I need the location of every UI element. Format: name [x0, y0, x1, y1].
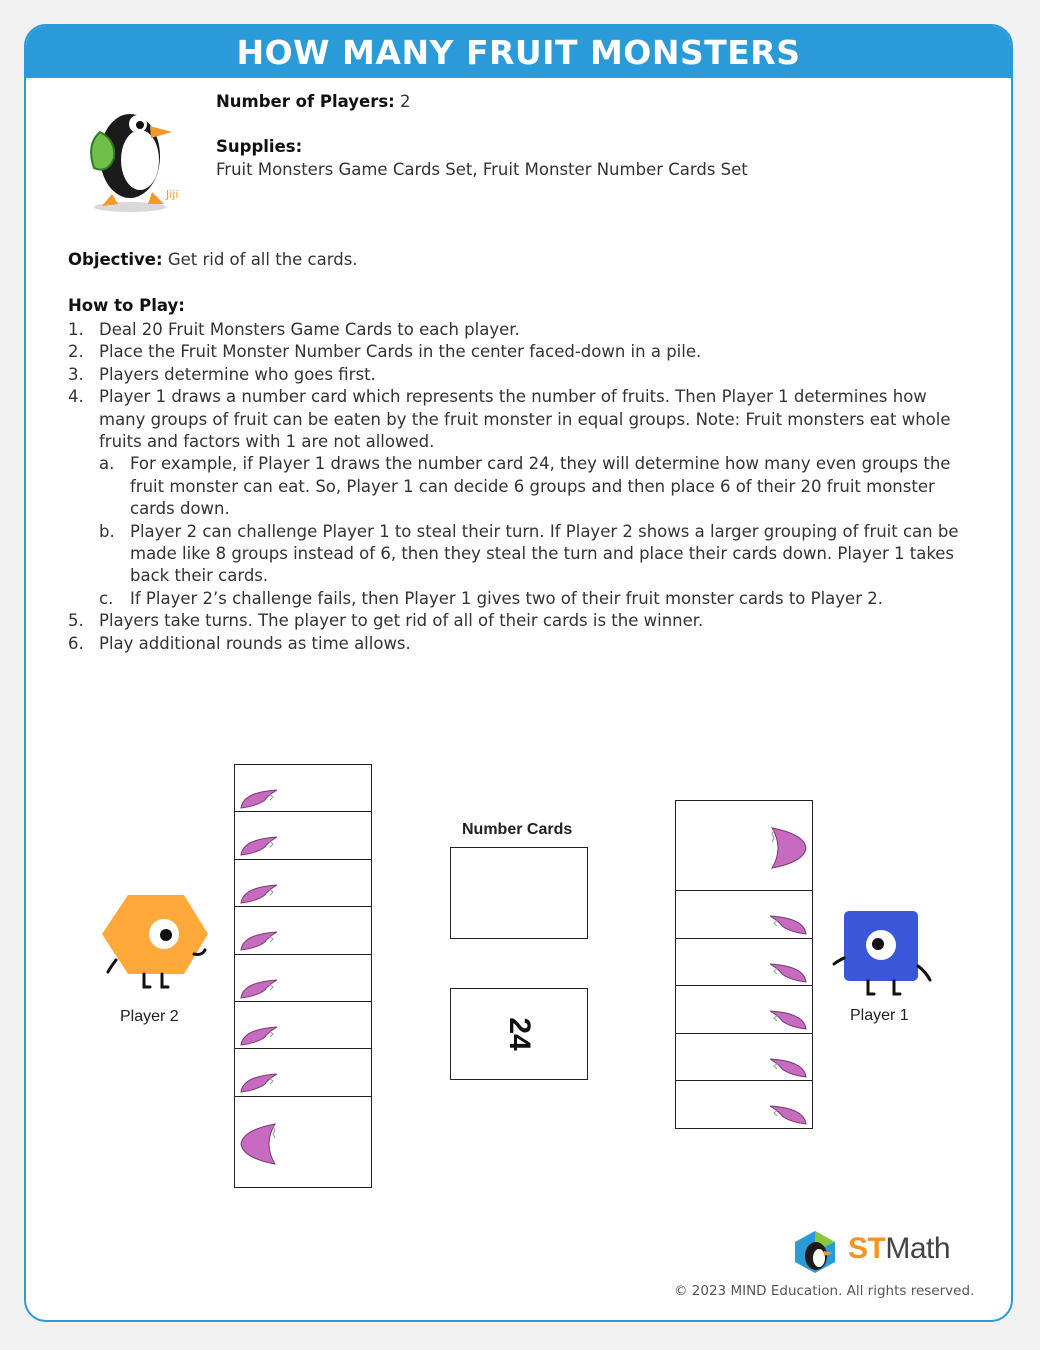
tongue-icon: [237, 1120, 277, 1166]
substep-item: b. Player 2 can challenge Player 1 to steal their turn. If Player 2 shows a larger grouping of fruit can be made like 8 groups instead of 6, then they steal the turn and place their cards down. Player 1 takes back their cards.: [99, 521, 959, 586]
tongue-icon: [237, 881, 277, 905]
players-label: Number of Players:: [216, 92, 395, 111]
player1-label: Player 1: [850, 1007, 909, 1024]
tongue-icon: [770, 912, 810, 936]
number-cards-label: Number Cards: [462, 821, 573, 838]
step-item: 1. Deal 20 Fruit Monsters Game Cards to each player.: [68, 320, 520, 339]
step-item: 5. Players take turns. The player to get rid of all of their cards is the winner.: [68, 611, 704, 631]
st-math-logo-icon: [791, 1229, 839, 1275]
how-to-play-heading: How to Play:: [68, 296, 185, 315]
tongue-icon: [237, 1023, 277, 1047]
player1-monster-icon: [832, 908, 937, 1003]
tongue-icon: [237, 1070, 277, 1094]
objective-text: Get rid of all the cards.: [167, 250, 358, 269]
objective-label: Objective:: [68, 250, 163, 269]
fruit-monster-card: [234, 906, 372, 955]
tongue-icon: [237, 976, 277, 1000]
fruit-monster-card: [675, 985, 813, 1034]
steps-list: [68, 319, 973, 655]
penguin-mascot-icon: [78, 94, 193, 214]
number-card-facedown: [450, 847, 588, 939]
player2-monster-icon: [98, 892, 213, 997]
fruit-monster-card: [675, 890, 813, 939]
objective-line: [68, 249, 358, 272]
tongue-icon: [770, 1055, 810, 1079]
tongue-icon: [770, 1102, 810, 1126]
drawn-number: 24: [503, 1017, 536, 1051]
fruit-monster-card: [234, 859, 372, 908]
fruit-monster-card: [675, 800, 813, 892]
tongue-icon: [237, 928, 277, 952]
substep-item: a. For example, if Player 1 draws the number card 24, they will determine how many even groups the fruit monster can eat. So, Player 1 can decide 6 groups and then place 6 of their 20 fruit monster cards down.: [99, 454, 951, 519]
worksheet-page: [24, 24, 1013, 1322]
tongue-icon: [770, 1007, 810, 1031]
fruit-monster-card: [675, 1033, 813, 1082]
tongue-icon: [770, 824, 810, 870]
substeps-list: [99, 453, 973, 610]
fruit-monster-card: [234, 1001, 372, 1050]
substep-item: c. If Player 2’s challenge fails, then Player 1 gives two of their fruit monster cards to Player 2.: [99, 588, 883, 608]
player2-label: Player 2: [120, 1008, 179, 1025]
brand-math: Math: [885, 1232, 951, 1265]
supplies-value: Fruit Monsters Game Cards Set, Fruit Monster Number Cards Set: [216, 160, 748, 179]
mascot-name: Jiji: [166, 188, 179, 201]
page-title: HOW MANY FRUIT MONSTERS: [26, 26, 1011, 78]
fruit-monster-card: [234, 1096, 372, 1188]
step-item: 4. Player 1 draws a number card which represents the number of fruits. Then Player 1 determines how many groups of fruit can be eaten by the fruit monster in equal groups. Note: Fruit monsters eat whole fruits and factors with 1 are not allowed. a. For example, if Player 1 draws the number card 24, they will determine how many even groups the fruit monster can eat. So, Player 1 can decide 6 groups and then place 6 of their 20 fruit monster cards down. b. Player 2 can challenge Player 1 to steal their turn. If Player 2 shows a larger grouping of fruit can be made like 8 groups instead of 6, then they steal the turn and place their cards down. Player 1 takes back their cards. c. If Player 2’s challenge fails, then Player 1 gives two of their fruit monster cards to Player 2.: [68, 386, 973, 610]
brand-logo-text: [848, 1232, 950, 1266]
fruit-monster-card: [234, 1048, 372, 1097]
tongue-icon: [237, 833, 277, 857]
step-item: 2. Place the Fruit Monster Number Cards in the center faced-down in a pile.: [68, 342, 702, 362]
fruit-monster-card: [234, 811, 372, 860]
brand-st: ST: [848, 1232, 886, 1265]
fruit-monster-card: [675, 938, 813, 987]
copyright: © 2023 MIND Education. All rights reserved.: [674, 1283, 975, 1299]
tongue-icon: [237, 786, 277, 810]
step-item: 6. Play additional rounds as time allows.: [68, 633, 411, 653]
fruit-monster-card: [234, 954, 372, 1003]
players-line: [216, 91, 411, 114]
fruit-monster-card: [234, 764, 372, 813]
number-card-drawn: [450, 988, 588, 1080]
fruit-monster-card: [675, 1080, 813, 1129]
tongue-icon: [770, 960, 810, 984]
supplies-label: Supplies:: [216, 137, 303, 156]
players-value: 2: [400, 92, 411, 111]
step-item: 3. Players determine who goes first.: [68, 364, 376, 384]
